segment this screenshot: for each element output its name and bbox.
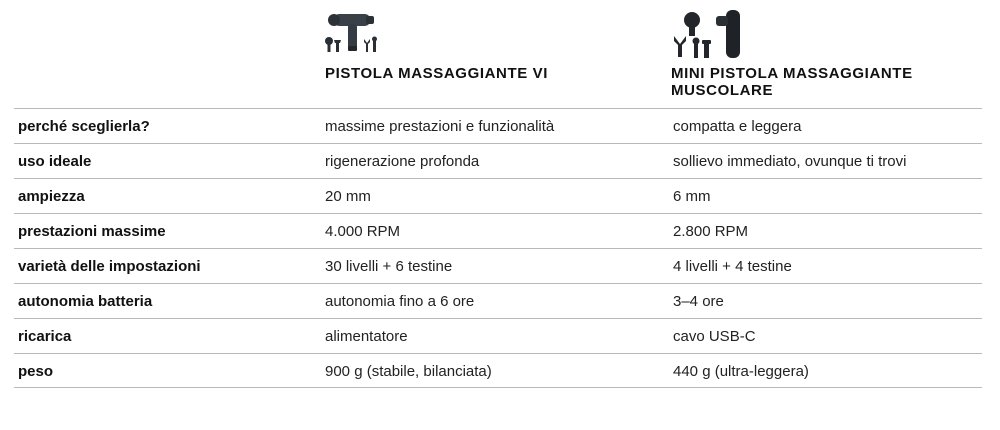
table-row bbox=[14, 213, 982, 248]
product-2-value: sollievo immediato, ovunque ti trovi bbox=[673, 153, 907, 170]
product-2-value: 6 mm bbox=[673, 188, 711, 205]
row-label: autonomia batteria bbox=[18, 293, 153, 310]
row-label: peso bbox=[18, 363, 54, 380]
row-label: prestazioni massime bbox=[18, 223, 166, 240]
product-1-value: massime prestazioni e funzionalità bbox=[325, 118, 555, 135]
comparison-table bbox=[14, 108, 982, 388]
row-label: perché sceglierla? bbox=[18, 118, 150, 135]
massage-gun-icon bbox=[322, 8, 384, 56]
table-row bbox=[14, 248, 982, 283]
product-1-value: 4.000 RPM bbox=[325, 223, 401, 240]
product-title-2 bbox=[671, 65, 913, 99]
row-label: varietà delle impostazioni bbox=[18, 258, 201, 275]
table-row bbox=[14, 178, 982, 213]
table-row bbox=[14, 143, 982, 178]
product-2-value: compatta e leggera bbox=[673, 118, 802, 135]
mini-massage-gun-icon bbox=[670, 6, 746, 60]
table-row bbox=[14, 108, 982, 143]
table-row bbox=[14, 283, 982, 318]
table-row bbox=[14, 318, 982, 353]
product-title-2-line1: MINI PISTOLA MASSAGGIANTE bbox=[671, 65, 913, 82]
row-label: ricarica bbox=[18, 328, 72, 345]
product-1-value: alimentatore bbox=[325, 328, 408, 345]
product-2-value: 2.800 RPM bbox=[673, 223, 749, 240]
product-title-1: PISTOLA MASSAGGIANTE VI bbox=[325, 65, 548, 82]
product-1-value: 30 livelli + 6 testine bbox=[325, 258, 453, 275]
product-2-value: 3–4 ore bbox=[673, 293, 724, 310]
row-label: ampiezza bbox=[18, 188, 85, 205]
product-2-value: 4 livelli + 4 testine bbox=[673, 258, 792, 275]
product-1-value: rigenerazione profonda bbox=[325, 153, 480, 170]
product-2-value: cavo USB-C bbox=[673, 328, 756, 345]
row-label: uso ideale bbox=[18, 153, 92, 170]
table-row bbox=[14, 353, 982, 388]
product-1-value: 900 g (stabile, bilanciata) bbox=[325, 363, 492, 380]
product-1-value: autonomia fino a 6 ore bbox=[325, 293, 475, 310]
product-title-2-line2: MUSCOLARE bbox=[671, 82, 774, 99]
product-1-value: 20 mm bbox=[325, 188, 371, 205]
product-2-value: 440 g (ultra-leggera) bbox=[673, 363, 809, 380]
